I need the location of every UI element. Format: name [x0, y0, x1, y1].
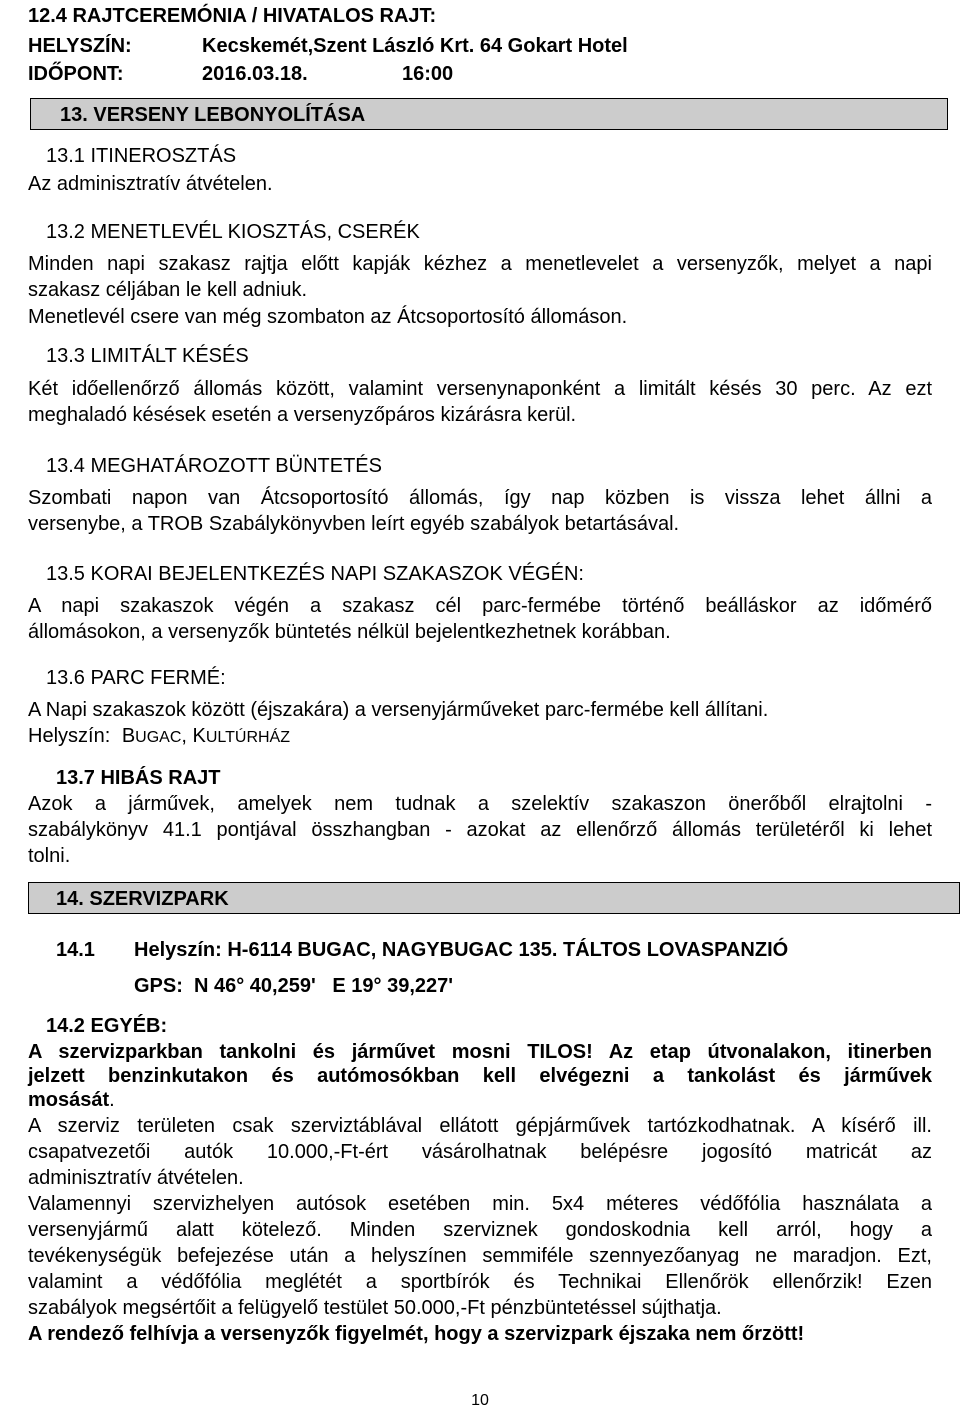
s13-7-line-3: tolni. — [28, 845, 71, 867]
s14-1-gps: GPS: N 46° 40,259' E 19° 39,227' — [134, 975, 454, 997]
s14-2-p2-line-5: szabályok megsértőit a felügyelő testület 50.000,-Ft pénzbüntetéssel sújthatja. — [28, 1297, 722, 1319]
s14-1-number: 14.1 — [56, 939, 95, 961]
s13-6-place — [28, 724, 290, 750]
s14-2-p1-line-3: adminisztratív átvételen. — [28, 1167, 244, 1189]
ceremony-title: 12.4 RAJTCEREMÓNIA / HIVATALOS RAJT: — [28, 5, 437, 27]
s14-2-bold-line-2: jelzett benzinkutakon és autómosókban kell elvégezni a tankolást és járművek — [28, 1065, 932, 1087]
s13-1-text: Az adminisztratív átvételen. — [28, 173, 273, 195]
place-label: HELYSZÍN: — [28, 35, 132, 57]
time-date: 2016.03.18. — [202, 63, 308, 85]
s14-2-p2-line-3: tevékenységük befejezése után a helyszínen semmiféle szennyezőanyag ne maradjon. Ezt, — [28, 1245, 932, 1267]
s13-3-line-2: meghaladó késések esetén a versenyzőpáros kizárásra kerül. — [28, 404, 577, 426]
s14-2-bold-line-3-text: mosását — [28, 1089, 110, 1111]
s13-2-line-3: Menetlevél csere van még szombaton az Átcsoportosító állomáson. — [28, 306, 628, 328]
s13-6-line-1: A Napi szakaszok között (éjszakára) a versenyjárműveket parc-fermébe kell állítani. — [28, 699, 769, 721]
s13-6-heading: 13.6 PARC FERMÉ: — [46, 667, 226, 689]
s14-2-p1-line-2: csapatvezetői autók 10.000,-Ft-ért vásárolhatnak belépésre jogosító matricát az — [28, 1141, 932, 1163]
s14-1-place: Helyszín: H-6114 BUGAC, NAGYBUGAC 135. TÁLTOS LOVASPANZIÓ — [134, 939, 789, 961]
s14-2-p2-line-4: valamint a védőfólia meglétét a sportbírók és Technikai Ellenőrök ellenőrzik! Ezen — [28, 1271, 932, 1293]
s13-4-heading: 13.4 MEGHATÁROZOTT BÜNTETÉS — [46, 455, 382, 477]
section-13-title: 13. VERSENY LEBONYOLÍTÁSA — [60, 104, 366, 126]
place-value: Kecskemét,Szent László Krt. 64 Gokart Hotel — [202, 35, 628, 57]
s13-3-line-1: Két időellenőrző állomás között, valamint versenynaponként a limitált késés 30 perc. Az ezt — [28, 378, 932, 400]
time-label: IDŐPONT: — [28, 63, 124, 85]
s13-5-line-2: állomásokon, a versenyzők büntetés nélkül bejelentkezhetnek korábban. — [28, 621, 671, 643]
section-14-title: 14. SZERVIZPARK — [56, 888, 229, 910]
s14-2-bold-line-1: A szervizparkban tankolni és járművet mosni TILOS! Az etap útvonalakon, itinerben — [28, 1041, 932, 1063]
s14-2-p2-line-1: Valamennyi szervizhelyen autósok esetében min. 5x4 méteres védőfólia használata a — [28, 1193, 932, 1215]
s13-4-line-2: versenybe, a TROB Szabálykönyvben leírt egyéb szabályok betartásával. — [28, 513, 680, 535]
s14-2-heading: 14.2 EGYÉB: — [46, 1015, 168, 1037]
s13-2-heading: 13.2 MENETLEVÉL KIOSZTÁS, CSERÉK — [46, 221, 420, 243]
s13-6-place-rest: ULTÚRHÁZ — [205, 729, 290, 746]
s13-5-line-1: A napi szakaszok végén a szakasz cél parc-fermébe történő beálláskor az időmérő — [28, 595, 932, 617]
s13-2-line-2: szakasz céljában le kell adniuk. — [28, 279, 308, 301]
s14-2-bold-line-3-dot: . — [109, 1089, 115, 1111]
s13-7-heading: 13.7 HIBÁS RAJT — [56, 767, 221, 789]
s13-6-place-label: Helyszín: — [28, 725, 111, 747]
s13-7-line-1: Azok a járművek, amelyek nem tudnak a szelektív szakaszon önerőből elrajtolni - — [28, 793, 932, 815]
s13-6-place-b: B — [121, 725, 136, 747]
final-notice: A rendező felhívja a versenyzők figyelmét, hogy a szervizpark éjszaka nem őrzött! — [28, 1323, 805, 1345]
s13-6-place-sep: , K — [181, 725, 206, 747]
s13-2-line-1: Minden napi szakasz rajtja előtt kapják kézhez a menetlevelet a versenyzők, melyet a napi — [28, 253, 932, 275]
s14-2-p2-line-2: versenyjármű alatt kötelező. Minden szerviznek gondoskodnia kell arról, hogy a — [28, 1219, 932, 1241]
s13-3-heading: 13.3 LIMITÁLT KÉSÉS — [46, 345, 249, 367]
s13-6-place-ugac: UGAC — [135, 729, 182, 746]
s13-7-line-2: szabálykönyv 41.1 pontjával összhangban - azokat az ellenőrző állomás területéről ki lehet — [28, 819, 932, 841]
s14-2-bold-line-3 — [28, 1088, 115, 1112]
s13-5-heading: 13.5 KORAI BEJELENTKEZÉS NAPI SZAKASZOK VÉGÉN: — [46, 563, 584, 585]
s14-2-p1-line-1: A szerviz területen csak szerviztáblával ellátott gépjárművek tartózkodhatnak. A kísérő ill. — [28, 1115, 932, 1137]
s13-1-heading: 13.1 ITINEROSZTÁS — [46, 145, 237, 167]
page-number: 10 — [471, 1392, 489, 1409]
s13-4-line-1: Szombati napon van Átcsoportosító állomás, így nap közben is vissza lehet állni a — [28, 487, 932, 509]
time-hour: 16:00 — [402, 63, 454, 85]
